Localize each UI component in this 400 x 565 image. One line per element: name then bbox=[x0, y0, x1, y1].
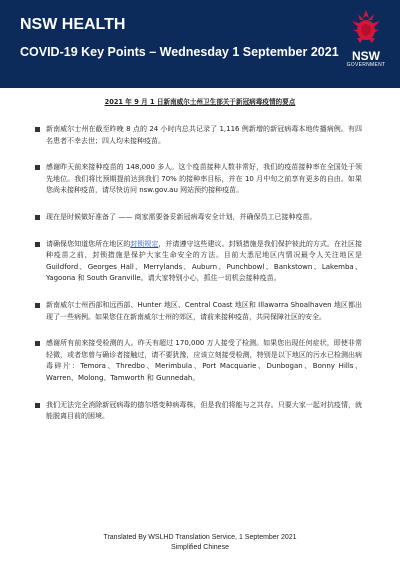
header-banner bbox=[0, 0, 400, 88]
list-item bbox=[46, 162, 362, 197]
square-bullet-icon bbox=[35, 165, 40, 170]
translation-credit: Translated By WSLHD Translation Service, 1 September 2021 bbox=[103, 534, 297, 541]
bullet-text: 新南威尔士州西部和远西部、Hunter 地区、Central Coast 地区和 Illawarra Shoalhaven 地区都出现了一些病例。如果您住在新南威尔士州的郊区，请前来接种疫苗，共同保障社区的安全。 bbox=[46, 300, 362, 321]
square-bullet-icon bbox=[35, 341, 40, 346]
bullet-text: 我们无法完全消除新冠病毒的德尔塔变种病毒株，但是我们将能与之共存。只要大家一起对抗疫情，就能脱离目前的困境。 bbox=[46, 400, 362, 421]
logo-subtitle: GOVERNMENT bbox=[346, 62, 386, 68]
square-bullet-icon bbox=[35, 242, 40, 247]
list-item bbox=[46, 212, 362, 224]
waratah-icon bbox=[344, 8, 388, 46]
bullet-text-after: ，并请遵守这些建议。封锁措施是我们保护彼此的方式。在社区接种疫苗之前，封锁措施是保护大家生命安全的方法。目前大悉尼地区内情况最令人关注地区是 Guildford、Georges Hall、Merrylands、Auburn、Punchbowl、Bankstown、Lakemba、Yagoona 和 South Granville。请大家特别小心，抓住一切机会接种疫苗。 bbox=[46, 239, 363, 283]
square-bullet-icon bbox=[35, 403, 40, 408]
bullet-text: 现在是时候做好准备了 —— 商家需要备妥新冠病毒安全计划，并确保员工已接种疫苗。 bbox=[46, 212, 317, 221]
key-points-list bbox=[0, 124, 400, 423]
document-title: 2021 年 9 月 1 日新南威尔士州卫生部关于新冠病毒疫情的要点 bbox=[104, 98, 296, 106]
document-body bbox=[0, 96, 400, 438]
footer bbox=[0, 533, 400, 553]
list-item bbox=[46, 300, 362, 323]
bullet-text: 感谢昨天前来接种疫苗的 148,000 多人。这个疫苗接种人数非常好，我们的疫苗接种率在全国处于领先地位。我们将比预期提前达到我们 70% 的接种率目标，并在 10 月中旬之前享有更多的自由。如果您尚未接种疫苗，请尽快访问 nsw.gov.au 网站预约接种疫苗。 bbox=[46, 163, 362, 195]
bullet-text: 新南威尔士州在截至昨晚 8 点的 24 小时内总共记录了 1,116 例新增的新冠病毒本地传播病例。有四名患者不幸去世；四人均未接种疫苗。 bbox=[46, 125, 362, 145]
list-item bbox=[46, 239, 362, 285]
list-item bbox=[46, 400, 362, 423]
list-item bbox=[46, 338, 362, 384]
square-bullet-icon bbox=[35, 303, 40, 308]
bullet-text: 感谢所有前来接受检测的人。昨天有超过 170,000 万人接受了检测。如果您出现任何症状，即使非常轻微，或者您曾与确诊者接触过，请不要犹豫，应该立刻接受检测，特别是以下地区的污水已检测出病毒碎片：Temora、Thredbo、Merimbula、Port Macquarie、Dunbogan、Bonny Hills、Warren、Molong、Tamworth 和 Gunnedah。 bbox=[46, 339, 362, 382]
logo-name: NSW bbox=[352, 49, 380, 63]
square-bullet-icon bbox=[35, 127, 40, 132]
header-title: NSW HEALTH bbox=[20, 16, 126, 33]
lockdown-rules-link[interactable]: 封锁规定 bbox=[130, 239, 159, 248]
header-subtitle: COVID-19 Key Points – Wednesday 1 September 2021 bbox=[20, 45, 339, 59]
nsw-government-logo bbox=[344, 8, 388, 68]
square-bullet-icon bbox=[35, 215, 40, 220]
list-item bbox=[46, 124, 362, 147]
language-label: Simplified Chinese bbox=[171, 544, 229, 551]
bullet-text-before: 请确保您知道您所在地区的 bbox=[46, 239, 131, 248]
